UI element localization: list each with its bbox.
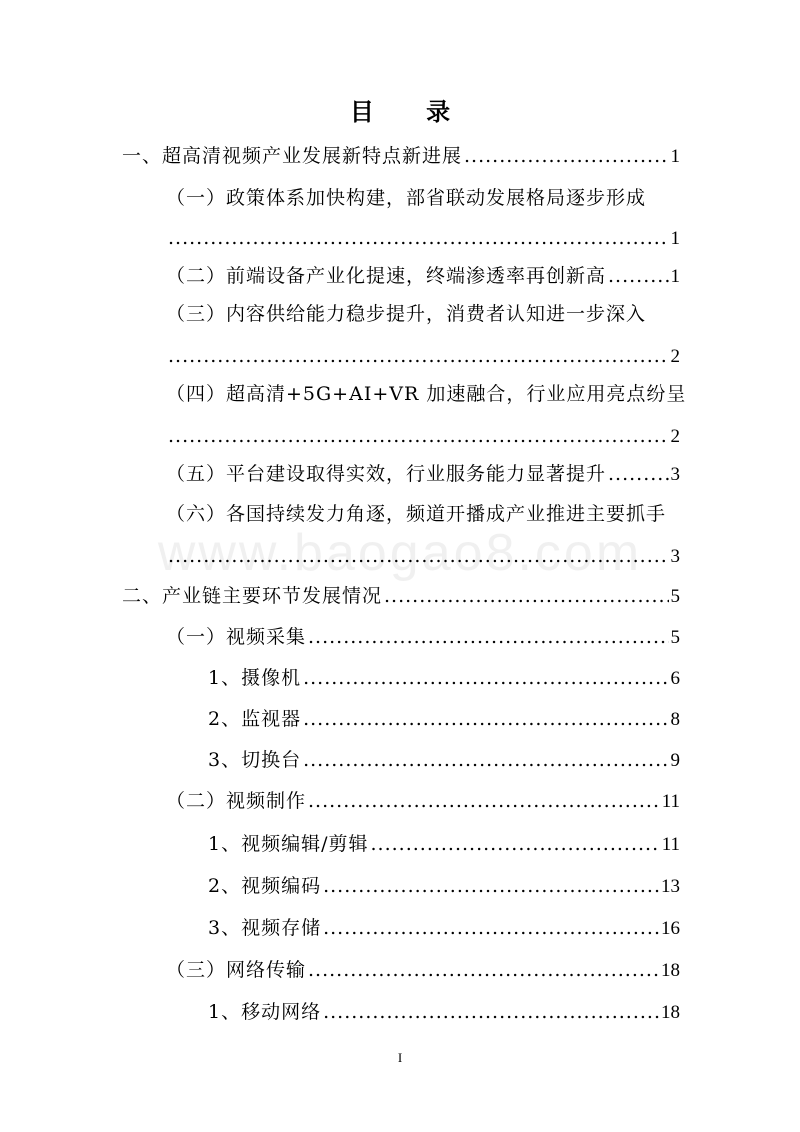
toc-entry-text: 一、超高清视频产业发展新特点新进展 bbox=[122, 145, 463, 167]
toc-page-number: 5 bbox=[670, 627, 680, 648]
toc-entry[interactable] bbox=[208, 908, 680, 948]
toc-leader bbox=[323, 992, 659, 1032]
toc-page-number: 11 bbox=[661, 834, 680, 855]
toc-leader bbox=[303, 658, 668, 698]
toc-leader bbox=[303, 699, 668, 739]
page-title: 目 录 bbox=[349, 97, 473, 126]
toc-page-number: 16 bbox=[661, 918, 680, 939]
toc-leader bbox=[303, 740, 668, 780]
toc-entry[interactable] bbox=[166, 256, 680, 296]
toc-leader bbox=[308, 617, 668, 657]
toc-page-number: 18 bbox=[661, 1002, 680, 1023]
toc-entry-text: 1、摄像机 bbox=[208, 667, 302, 689]
toc-entry-text: 1、视频编辑/剪辑 bbox=[208, 833, 369, 855]
toc-leader bbox=[608, 256, 668, 296]
toc-entry-text: （五）平台建设取得实效，行业服务能力显著提升 bbox=[166, 463, 607, 485]
toc-page-number: 18 bbox=[661, 960, 680, 981]
toc-entry-text: （二）前端设备产业化提速，终端渗透率再创新高 bbox=[166, 265, 607, 287]
toc-entry[interactable] bbox=[208, 699, 680, 739]
toc-page-number: 3 bbox=[670, 464, 680, 485]
watermark: www.baogao8.com bbox=[157, 524, 643, 582]
toc-page-number: 5 bbox=[670, 586, 680, 607]
toc-leader bbox=[608, 454, 668, 494]
toc-page-number: 1 bbox=[670, 228, 680, 249]
toc-entry-text: （二）视频制作 bbox=[166, 790, 307, 812]
toc-leader bbox=[308, 950, 659, 990]
toc-entry-continuation[interactable] bbox=[166, 218, 680, 258]
toc-entry[interactable] bbox=[166, 374, 687, 414]
toc-leader bbox=[323, 866, 659, 906]
toc-entry[interactable] bbox=[166, 617, 680, 657]
toc-leader bbox=[308, 781, 660, 821]
toc-leader bbox=[464, 136, 668, 176]
toc-entry[interactable] bbox=[166, 454, 680, 494]
toc-entry-text: 1、移动网络 bbox=[208, 1001, 322, 1023]
toc-entry-text: （三）网络传输 bbox=[166, 959, 307, 981]
footer-page-number: I bbox=[397, 1050, 403, 1065]
toc-entry[interactable] bbox=[166, 950, 680, 990]
toc-entry-text: 二、产业链主要环节发展情况 bbox=[122, 585, 383, 607]
toc-entry-text: （一）视频采集 bbox=[166, 626, 307, 648]
toc-entry-text: （一）政策体系加快构建，部省联动发展格局逐步形成 bbox=[166, 187, 647, 209]
toc-entry-continuation[interactable] bbox=[166, 336, 680, 376]
toc-leader bbox=[168, 336, 669, 376]
toc-page-number: 2 bbox=[670, 426, 680, 447]
toc-entry-text: 3、视频存储 bbox=[208, 917, 322, 939]
toc-entry-text: 2、视频编码 bbox=[208, 875, 322, 897]
toc-entry[interactable] bbox=[208, 992, 680, 1032]
toc-entry-text: （四）超高清+5G+AI+VR 加速融合，行业应用亮点纷呈 bbox=[166, 383, 687, 405]
toc-page-number: 9 bbox=[670, 750, 680, 771]
toc-page-number: 13 bbox=[661, 876, 680, 897]
toc-page-number: 11 bbox=[661, 791, 680, 812]
toc-entry[interactable] bbox=[166, 294, 680, 334]
toc-leader bbox=[371, 824, 660, 864]
toc-entry-text: （三）内容供给能力稳步提升，消费者认知进一步深入 bbox=[166, 303, 647, 325]
toc-entry[interactable] bbox=[166, 781, 680, 821]
toc-entry[interactable] bbox=[208, 824, 680, 864]
toc-page-number: 3 bbox=[670, 546, 680, 567]
toc-entry[interactable] bbox=[122, 136, 680, 176]
toc-leader bbox=[168, 218, 669, 258]
toc-entry[interactable] bbox=[208, 658, 680, 698]
toc-page-number: 1 bbox=[670, 266, 680, 287]
toc-leader bbox=[168, 416, 669, 456]
toc-entry-text: 3、切换台 bbox=[208, 749, 302, 771]
toc-page-number: 8 bbox=[670, 709, 680, 730]
toc-page-number: 6 bbox=[670, 668, 680, 689]
toc-entry-text: 2、监视器 bbox=[208, 708, 302, 730]
toc-entry-text: （六）各国持续发力角逐，频道开播成产业推进主要抓手 bbox=[166, 503, 667, 525]
toc-entry[interactable] bbox=[208, 866, 680, 906]
toc-page-number: 2 bbox=[670, 346, 680, 367]
toc-leader bbox=[323, 908, 659, 948]
toc-entry-continuation[interactable] bbox=[166, 416, 680, 456]
toc-page-number: 1 bbox=[670, 146, 680, 167]
toc-entry[interactable] bbox=[208, 740, 680, 780]
toc-entry[interactable] bbox=[166, 178, 680, 218]
